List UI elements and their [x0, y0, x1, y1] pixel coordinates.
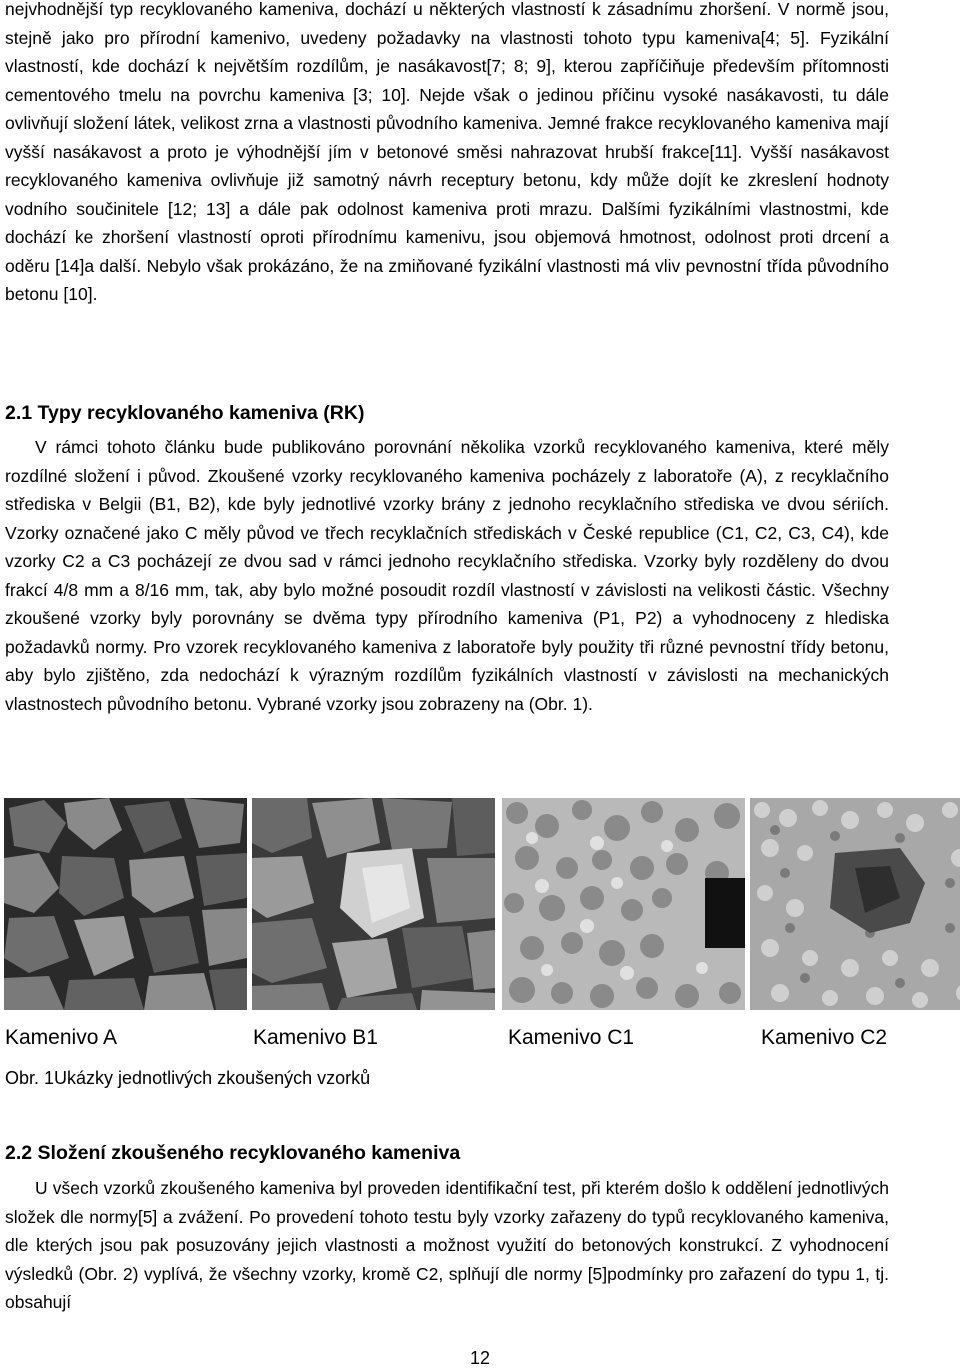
- section-heading-2-1: 2.1 Typy recyklovaného kameniva (RK): [5, 402, 365, 424]
- caption-kamenivo-c2: Kamenivo C2: [761, 1026, 888, 1049]
- photo-kamenivo-a: [4, 798, 247, 1010]
- page-number: 12: [469, 1348, 491, 1368]
- section-heading-2-2: 2.2 Složení zkoušeného recyklovaného kameniva: [5, 1142, 461, 1164]
- figure-caption: Obr. 1Ukázky jednotlivých zkoušených vzorků: [5, 1068, 371, 1088]
- photo-kamenivo-c1: [502, 798, 745, 1010]
- intro-paragraph: nejvhodnější typ recyklovaného kameniva, dochází u některých vlastností k zásadnímu zhoršení. V normě jsou, stejně jako pro přírodní kamenivo, uvedeny požadavky na vlastnosti tohoto typu kameniva[4; 5]. Fyzikální vlastností, kde dochází k největším rozdílům, je nasákavost[7; 8; 9], kterou zapříčiňuje především přítomnosti cementového tmelu na povrchu kameniva [3; 10]. Nejde však o jedinou příčinu vysoké nasákavosti, tu dále ovlivňují složení látek, velikost zrna a vlastnosti původního kameniva. Jemné frakce recyklovaného kameniva mají vyšší nasákavost a proto je výhodnější jím v betonové směsi nahrazovat hrubší frakce[11]. Vyšší nasákavost recyklovaného kameniva ovlivňuje již samotný návrh receptury betonu, kdy může dojít ke zkreslení hodnoty vodního součinitele [12; 13] a dále pak odolnost kameniva proti mrazu. Dalšími fyzikálními vlastnostmi, kde dochází ke zhoršení vlastností oproti přírodnímu kamenivu, jsou objemová hmotnost, odolnost proti drcení a oděru [14]a další. Nebylo však prokázáno, že na zmiňované fyzikální vlastnosti má vliv pevnostní třída původního betonu [10].: [5, 0, 889, 304]
- section-body-2-2: U všech vzorků zkoušeného kameniva byl proveden identifikační test, při kterém došlo k oddělení jednotlivých složek dle normy[5] a zvážení. Po provedení tohoto testu byly vzorky zařazeny do typů recyklovaného kameniva, dle kterých jsou pak posuzovány jejich vlastnosti a možnost využití do betonových konstrukcí. Z vyhodnocení výsledků (Obr. 2) vyplívá, že všechny vzorky, kromě C2, splňují dle normy [5]podmínky pro zařazení do typu 1, tj. obsahují: [5, 1178, 889, 1312]
- section-body-2-1: V rámci tohoto článku bude publikováno porovnání několika vzorků recyklovaného kameniva, které měly rozdílné složení i původ. Zkoušené vzorky recyklovaného kameniva pocházely z laboratoře (A), z recyklačního střediska v Belgii (B1, B2), kde byly jednotlivé vzorky brány z jednoho recyklačního střediska ve dvou sériích. Vzorky označené jako C měly původ ve třech recyklačních střediskách v České republice (C1, C2, C3, C4), kde vzorky C2 a C3 pocházejí ze dvou sad v rámci jednoho recyklačního střediska. Vzorky byly rozděleny do dvou frakcí 4/8 mm a 8/16 mm, tak, aby bylo možné posoudit rozdíl vlastností v závislosti na velikosti částic. Všechny zkoušené vzorky byly porovnány se dvěma typy přírodního kameniva (P1, P2) a vyhodnoceny z hlediska požadavků normy. Pro vzorek recyklovaného kameniva z laboratoře byly použity tři různé pevnostní třídy betonu, aby bylo zjištěno, zda nedochází k výrazným rozdílům fyzikálních vlastností v závislosti na mechanických vlastnostech původního betonu. Vybrané vzorky jsou zobrazeny na (Obr. 1).: [5, 437, 889, 714]
- caption-kamenivo-c1: Kamenivo C1: [508, 1026, 635, 1049]
- photo-kamenivo-b1: [252, 798, 495, 1010]
- caption-kamenivo-b1: Kamenivo B1: [253, 1026, 378, 1049]
- photo-kamenivo-c2: [750, 798, 960, 1010]
- caption-kamenivo-a: Kamenivo A: [5, 1026, 118, 1049]
